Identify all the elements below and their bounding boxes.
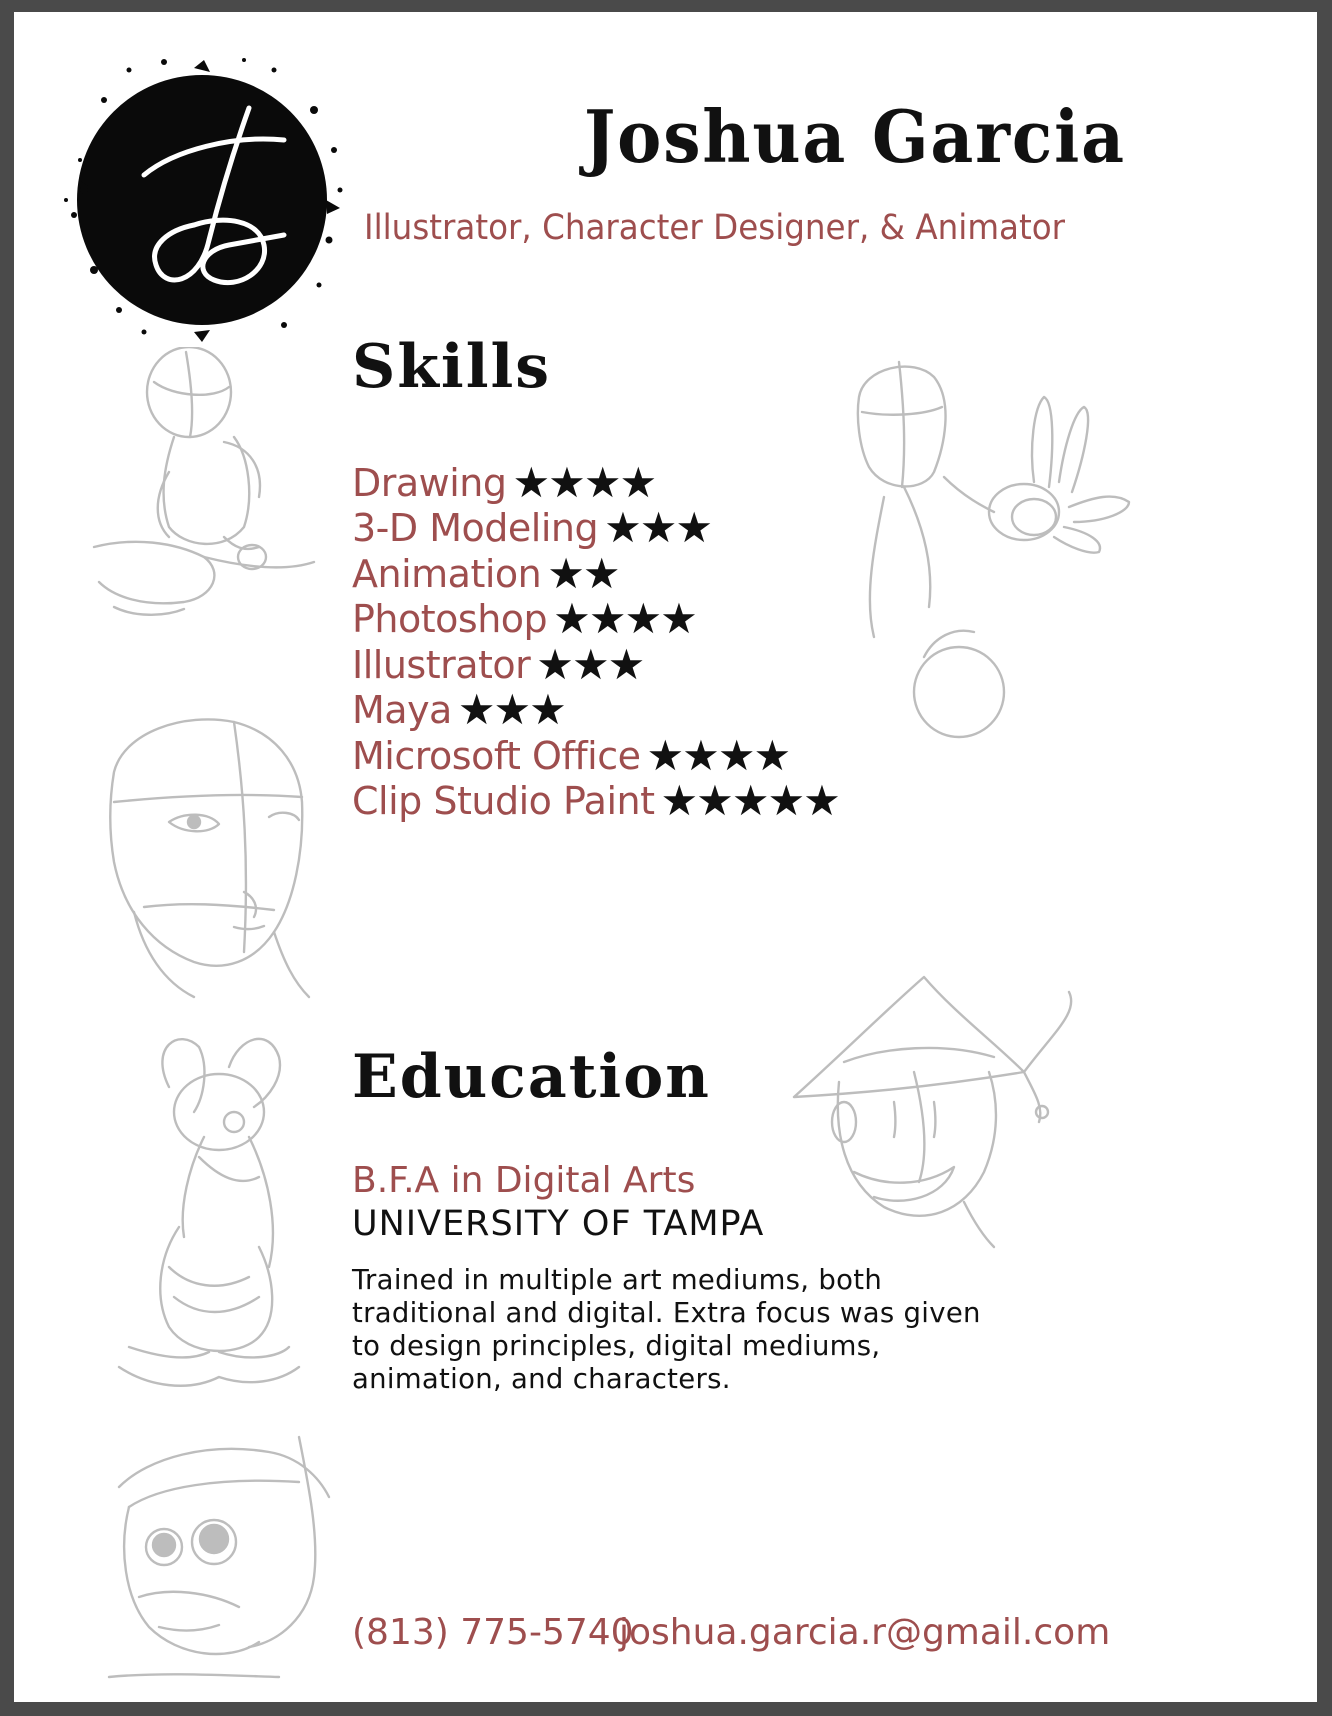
sketch-face-icon	[84, 712, 324, 1002]
skill-item	[352, 503, 839, 553]
star-rating	[512, 457, 658, 507]
skills-list	[352, 457, 841, 826]
star-icon: ★	[660, 594, 698, 644]
school-name: UNIVERSITY OF TAMPA	[352, 1204, 765, 1244]
star-icon: ★	[547, 548, 585, 598]
star-icon: ★	[624, 594, 663, 644]
logo-monogram: JG	[44, 40, 46, 41]
star-icon: ★	[583, 457, 622, 507]
star-icon: ★	[682, 730, 720, 780]
skill-item	[352, 594, 839, 644]
sketch-graduate-face-icon	[784, 962, 1084, 1262]
star-rating	[553, 594, 698, 644]
skills-heading: Skills	[352, 332, 552, 402]
degree-title: B.F.A in Digital Arts	[352, 1160, 696, 1201]
star-icon: ★	[457, 685, 496, 735]
sketch-dog-icon	[109, 1027, 319, 1407]
star-rating	[457, 685, 567, 735]
star-icon: ★	[767, 776, 806, 826]
star-icon: ★	[548, 457, 586, 507]
sketch-bowl-cut-face-icon	[99, 1427, 349, 1687]
star-icon: ★	[493, 685, 532, 735]
star-icon: ★	[553, 594, 591, 644]
star-icon: ★	[717, 730, 756, 780]
education-heading: Education	[352, 1042, 711, 1112]
skill-item	[352, 776, 841, 826]
star-icon: ★	[753, 730, 792, 780]
star-icon: ★	[619, 457, 658, 507]
skill-label: Illustrator	[352, 642, 531, 687]
skill-label: Clip Studio Paint	[352, 779, 655, 824]
star-icon: ★	[571, 639, 610, 689]
sketch-reaching-figure-icon	[844, 357, 1144, 777]
star-icon: ★	[803, 776, 841, 826]
skill-item	[352, 639, 839, 689]
star-icon: ★	[607, 639, 646, 689]
jg-logo	[44, 40, 354, 350]
star-icon: ★	[660, 776, 699, 826]
phone-number[interactable]: (813) 775-5740	[352, 1612, 634, 1653]
star-rating	[536, 639, 646, 689]
skill-item	[352, 457, 839, 507]
star-icon: ★	[639, 503, 678, 553]
star-icon: ★	[588, 594, 627, 644]
education-description: Trained in multiple art mediums, both traditional and digital. Extra focus was given to design principles, digital mediums, animation, and characters.	[352, 1264, 981, 1395]
job-tagline: Illustrator, Character Designer, & Animator	[364, 208, 1066, 248]
star-rating	[660, 776, 841, 826]
star-icon: ★	[731, 776, 770, 826]
applicant-name: Joshua Garcia	[584, 94, 1126, 179]
skill-item	[352, 548, 839, 598]
star-rating	[547, 548, 621, 598]
star-rating	[646, 730, 792, 780]
star-icon: ★	[696, 776, 734, 826]
star-icon: ★	[675, 503, 714, 553]
skill-label: Drawing	[352, 460, 507, 505]
star-icon: ★	[512, 457, 551, 507]
skill-item	[352, 730, 839, 780]
skill-label: Photoshop	[352, 597, 548, 642]
star-icon: ★	[536, 639, 574, 689]
star-icon: ★	[529, 685, 567, 735]
skill-label: Animation	[352, 551, 542, 596]
star-icon: ★	[604, 503, 642, 553]
star-icon: ★	[646, 730, 685, 780]
resume-page	[14, 12, 1317, 1702]
star-icon: ★	[582, 548, 621, 598]
skill-label: Maya	[352, 688, 452, 733]
skill-label: 3-D Modeling	[352, 506, 599, 551]
star-rating	[604, 503, 714, 553]
skill-label: Microsoft Office	[352, 733, 641, 778]
sketch-sitting-figure-icon	[74, 347, 344, 677]
skill-item	[352, 685, 839, 735]
email-link[interactable]: joshua.garcia.r@gmail.com	[619, 1612, 1111, 1653]
